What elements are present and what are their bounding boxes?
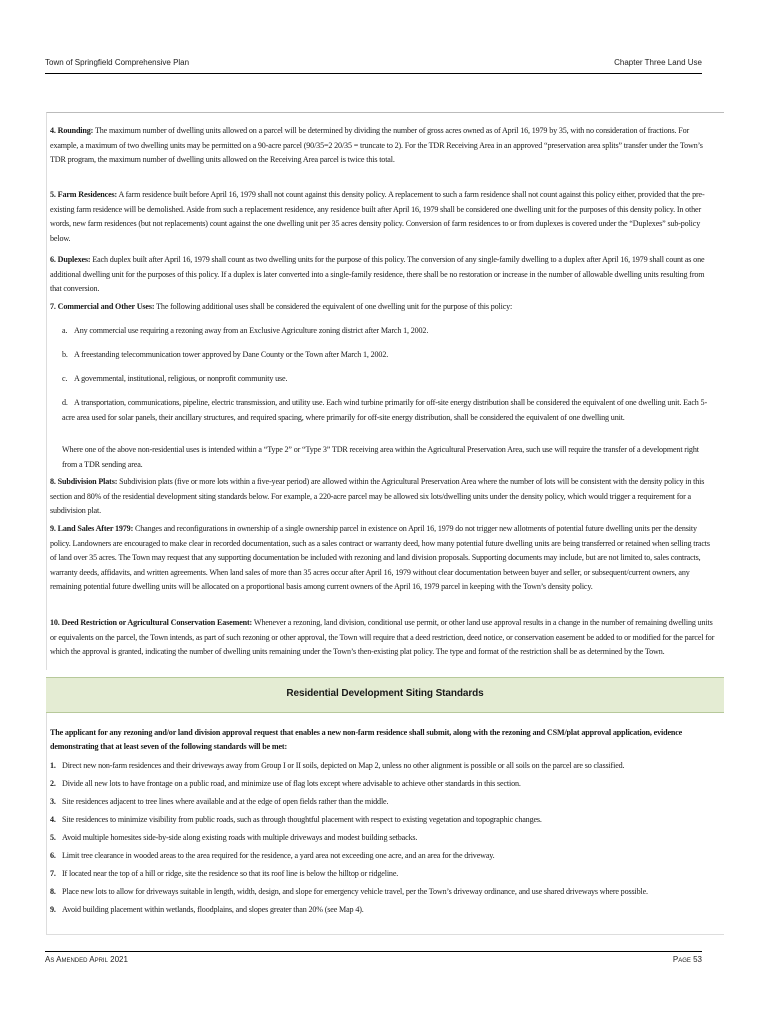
standard-item-4	[50, 811, 718, 829]
policy-number: 4.	[50, 126, 56, 135]
standard-text: If located near the top of a hill or ridge, site the residence so that its roof line is below the hilltop or ridgeline.	[62, 869, 399, 878]
policy-number: 5.	[50, 190, 56, 199]
policy-text: The maximum number of dwelling units allowed on a parcel will be determined by dividing the number of gross acres owned as of April 16, 1979 by 35, with no consideration of fractions. For example, a maximum of two dwelling units may be permitted on a 90-acre parcel (90/35=2 20/35 = truncate to 2). For the TDR Receiving Area in an approved “preservation area splits” transfer under the Town’s TDR program, the maximum number of dwelling units allowed on the Receiving Area parcel is twice this total.	[50, 126, 703, 165]
standard-number: 8.	[50, 887, 56, 896]
standard-number: 9.	[50, 905, 56, 914]
policy-label: Duplexes:	[57, 255, 91, 264]
sub-item-d	[62, 396, 712, 425]
policy-text: Subdivision plats (five or more lots within a five-year period) are allowed within the Agricultural Preservation Area where the number of lots will be consistent with the density policy in this section and 80% of the residential development siting standards below. For example, a 220-acre parcel may be allowed six lots/dwelling units under the density policy, which would trigger a requirement for a subdivision plat.	[50, 477, 705, 516]
policy-label: Subdivision Plats:	[57, 477, 118, 486]
standard-number: 7.	[50, 869, 56, 878]
sub-item-text: A freestanding telecommunication tower approved by Dane County or the Town after March 1, 2002.	[74, 350, 389, 359]
policy-text: The following additional uses shall be considered the equivalent of one dwelling unit for the purpose of this policy:	[156, 302, 513, 311]
policy-label: Deed Restriction or Agricultural Conservation Easement:	[61, 618, 253, 627]
policy-number: 8.	[50, 477, 56, 486]
policy-label: Land Sales After 1979:	[57, 524, 134, 533]
standard-text: Site residences to minimize visibility from public roads, such as through thoughtful placement with respect to existing vegetation and topographic changes.	[62, 815, 542, 824]
policy-number: 6.	[50, 255, 56, 264]
standard-number: 3.	[50, 797, 56, 806]
footer-rule	[45, 951, 702, 952]
policy-label: Commercial and Other Uses:	[57, 302, 155, 311]
standard-item-9	[50, 901, 718, 919]
sub-item-letter: a.	[62, 326, 68, 335]
standard-text: Direct new non-farm residences and their driveways away from Group I or II soils, depicted on Map 2, unless no other alignment is possible or all soils on the parcel are so classified.	[62, 761, 625, 770]
page-footer	[45, 955, 702, 967]
standard-number: 6.	[50, 851, 56, 860]
policy-number: 7.	[50, 302, 56, 311]
standard-text: Avoid multiple homesites side-by-side along existing roads with multiple driveways and modest building setbacks.	[62, 833, 418, 842]
policy-item-5	[50, 188, 716, 246]
header-rule	[45, 73, 702, 74]
standard-text: Divide all new lots to have frontage on a public road, and minimize use of flag lots except where advisable to achieve other standards in this section.	[62, 779, 521, 788]
sub-item-b	[62, 348, 712, 363]
section-banner	[46, 677, 724, 713]
standard-number: 2.	[50, 779, 56, 788]
standard-item-5	[50, 829, 718, 847]
standard-item-7	[50, 865, 718, 883]
standard-item-3	[50, 793, 718, 811]
policy-number: 10.	[50, 618, 60, 627]
chapter-title: Chapter Three Land Use	[614, 58, 702, 67]
standard-text: Site residences adjacent to tree lines where available and at the edge of open fields rather than the middle.	[62, 797, 389, 806]
sub-item-text: Any commercial use requiring a rezoning away from an Exclusive Agriculture zoning district after March 1, 2002.	[74, 326, 429, 335]
standards-list	[50, 757, 718, 919]
standards-intro: The applicant for any rezoning and/or land division approval request that enables a new non-farm residence shall submit, along with the rezoning and CSM/plat approval application, evidence demonstrating that at least seven of the following standards will be met:	[50, 728, 683, 752]
sub-item-a	[62, 324, 712, 339]
sub-item-text: A transportation, communications, pipeline, electric transmission, and utility use. Each wind turbine primarily for off-site energy distribution shall be considered the equivalent of one dwelling unit. Each 5-acre area used for solar panels, their ancillary structures, and required spacing, where primarily for off-site energy distribution, shall be considered the equivalent of one dwelling unit.	[62, 398, 708, 422]
standard-text: Place new lots to allow for driveways suitable in length, width, design, and slope for emergency vehicle travel, per the Town’s driveway ordinance, and use shared driveways where possible.	[62, 887, 648, 896]
sub-item-letter: c.	[62, 374, 68, 383]
standard-item-6	[50, 847, 718, 865]
sub-item-text: A governmental, institutional, religious, or nonprofit community use.	[74, 374, 288, 383]
page-number: Page 53	[672, 955, 702, 964]
standard-number: 5.	[50, 833, 56, 842]
policy-item-8	[50, 475, 716, 519]
policy-item-9	[50, 522, 716, 595]
standard-text: Limit tree clearance in wooded areas to the area required for the residence, a yard area not exceeding one acre, and an area for the driveway.	[62, 851, 495, 860]
policy-text: Changes and reconfigurations in ownership of a single ownership parcel in existence on April 16, 1979 do not trigger new allotments of potential future dwelling units per the density policy. Landowners are encouraged to make clear in recorded documentation, such as a sales contract or warranty deed, how many potential future dwelling units are being transferred or retained when selling tracts of land over 35 acres. The Town may request that any supporting documentation be included with rezoning and land division proposals. Supporting documents may include, but are not limited to, sales contracts, warranty deeds, affidavits, and written agreements. When land sales of more than 35 acres occur after April 16, 1979 without clear documentation between buyer and seller, or subsequent/current owners, any remaining potential future dwelling units will be allocated on a proportional basis among current owners of the April 16, 1979 parcel in keeping with the Town’s density policy.	[50, 524, 710, 592]
policy-number: 9.	[50, 524, 56, 533]
policy-item-10	[50, 616, 716, 660]
page-header	[45, 58, 702, 72]
policy-7-note: Where one of the above non-residential uses is intended within a “Type 2” or “Type 3” TDR receiving area within the Agricultural Preservation Area, such use will require the transfer of a development right from a TDR sending area.	[62, 445, 699, 469]
policy-text: Each duplex built after April 16, 1979 shall count as two dwelling units for the purpose of this policy. The conversion of any single-family dwelling to a duplex after April 16, 1979 shall count as one additional dwelling unit for the purposes of this policy. If a duplex is later converted into a single-family residence, there shall be no restoration or increase in the number of allowable dwelling units resulting from that conversion.	[50, 255, 705, 294]
sub-item-letter: d.	[62, 398, 68, 407]
policy-label: Farm Residences:	[57, 190, 118, 199]
policy-text: A farm residence built before April 16, 1979 shall not count against this density policy. A replacement to such a farm residence shall not count against this policy either, provided that the pre-existing farm residence will be demolished. Aside from such a replacement residence, any residence built after April 16, 1979 shall be considered one dwelling unit for the purposes of this density policy. In other words, new farm residences (but not replacements) count against the one dwelling unit per 35 acres density policy. Conversion of farm residences to or from duplexes is covered under the “Duplexes” sub-policy below.	[50, 190, 705, 243]
standard-number: 4.	[50, 815, 56, 824]
policy-item-4	[50, 124, 716, 168]
section-title: Residential Development Siting Standards	[286, 688, 484, 699]
sub-item-c	[62, 372, 712, 387]
policy-label: Rounding:	[57, 126, 94, 135]
sub-item-letter: b.	[62, 350, 68, 359]
document-title: Town of Springfield Comprehensive Plan	[45, 58, 190, 67]
standard-item-8	[50, 883, 718, 901]
standard-text: Avoid building placement within wetlands, floodplains, and slopes greater than 20% (see Map 4).	[62, 905, 364, 914]
standard-item-1	[50, 757, 718, 775]
amendment-note: As Amended April 2021	[45, 955, 128, 964]
standard-number: 1.	[50, 761, 56, 770]
policy-text: Whenever a rezoning, land division, conditional use permit, or other land use approval results in a change in the number of remaining dwelling units or equivalents on the parcel, the Town intends, as part of such rezoning or other approval, the Town will require that a deed restriction, deed notice, or conservation easement be added to or modified for the parcel for which the approval is granted, indicating the number of dwelling units remaining under the Town’s then-existing plat policy. The type and format of the restriction shall be as determined by the Town.	[50, 618, 715, 657]
policy-item-6	[50, 253, 716, 297]
standard-item-2	[50, 775, 718, 793]
policy-item-7	[50, 300, 716, 315]
